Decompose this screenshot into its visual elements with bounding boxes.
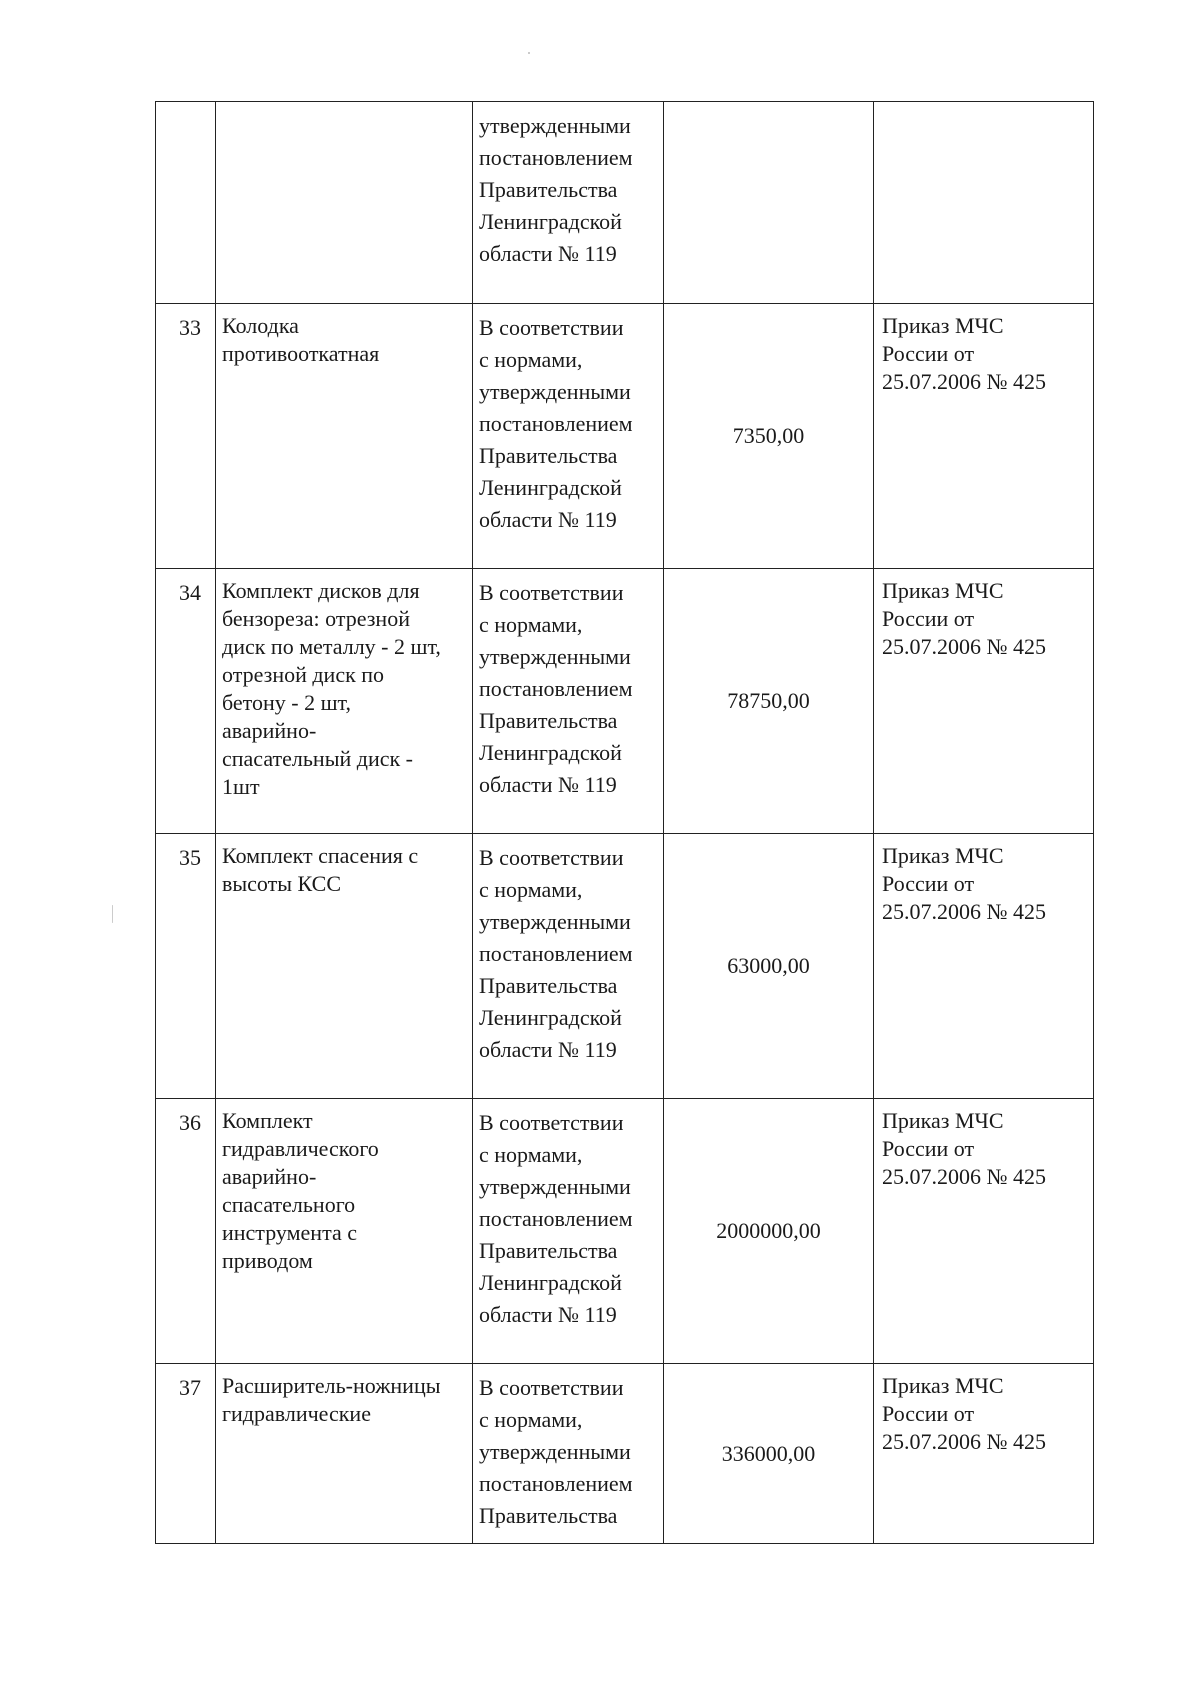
basis-cell [874,1364,1094,1544]
basis-line: Приказ МЧС [882,843,1004,868]
row-number-cell [156,304,216,569]
norm-text-line: Правительства [479,443,618,468]
row-number-cell [156,569,216,834]
equipment-table [155,101,1094,1544]
norm-text-line: Правительства [479,1503,618,1528]
row-number: 33 [179,315,201,340]
row-number: 35 [179,845,201,870]
item-name-cell [216,1099,473,1364]
norm-text-line: В соответствии [479,845,624,870]
norm-text-line: Правительства [479,177,618,202]
norm-text-line: Ленинградской [479,1005,622,1030]
norm-text-line: с нормами, [479,877,583,902]
norm-text-line: постановлением [479,941,633,966]
item-name-line: инструмента с [222,1220,357,1245]
basis-line: России от [882,606,975,631]
item-name-line: спасательный диск - [222,746,413,771]
norm-text-line: утвержденными [479,1174,631,1199]
item-name-line: 1шт [222,774,260,799]
norm-text-line: постановлением [479,1206,633,1231]
basis-cell [874,569,1094,834]
norm-cell [473,834,664,1099]
norm-text-line: утвержденными [479,379,631,404]
basis-cell [874,834,1094,1099]
basis-line: Приказ МЧС [882,313,1004,338]
norm-text-line: области № 119 [479,1302,617,1327]
table-body [156,102,1094,1544]
item-name-cell [216,102,473,304]
item-name-line: противооткатная [222,341,380,366]
norm-text-line: Правительства [479,1238,618,1263]
norm-cell [473,304,664,569]
basis-line: Приказ МЧС [882,1373,1004,1398]
row-number-cell [156,102,216,304]
norm-text-line: области № 119 [479,1037,617,1062]
row-number: 36 [179,1110,201,1135]
item-name-line: Расширитель-ножницы [222,1373,441,1398]
scan-speck [112,905,113,923]
price-value: 2000000,00 [716,1218,821,1243]
row-number: 37 [179,1375,201,1400]
row-number: 34 [179,580,201,605]
norm-text-line: В соответствии [479,315,624,340]
norm-cell [473,1099,664,1364]
norm-cell [473,1364,664,1544]
table-row [156,1364,1094,1544]
item-name-line: отрезной диск по [222,662,385,687]
table-row [156,569,1094,834]
basis-cell [874,102,1094,304]
table-row [156,834,1094,1099]
norm-text-line: области № 119 [479,507,617,532]
table-row [156,1099,1094,1364]
item-name-line: диск по металлу - 2 шт, [222,634,441,659]
norm-text-line: Правительства [479,973,618,998]
basis-cell [874,304,1094,569]
item-name-line: Колодка [222,313,299,338]
item-name-line: Комплект дисков для [222,578,420,603]
norm-text-line: утвержденными [479,113,631,138]
item-name-line: приводом [222,1248,313,1273]
table-row [156,102,1094,304]
norm-text-line: В соответствии [479,1375,624,1400]
norm-text-line: Ленинградской [479,209,622,234]
item-name-cell [216,1364,473,1544]
price-value: 7350,00 [732,423,805,448]
basis-line: Приказ МЧС [882,1108,1004,1133]
scan-speck [528,52,530,54]
norm-text-line: Ленинградской [479,740,622,765]
norm-text-line: постановлением [479,1471,633,1496]
basis-line: России от [882,871,975,896]
norm-text-line: области № 119 [479,241,617,266]
price-cell [664,102,874,304]
basis-line: России от [882,341,975,366]
norm-text-line: В соответствии [479,1110,624,1135]
basis-line: России от [882,1136,975,1161]
price-cell [664,1099,874,1364]
norm-text-line: с нормами, [479,347,583,372]
basis-line: Приказ МЧС [882,578,1004,603]
basis-line: 25.07.2006 № 425 [882,369,1046,394]
price-cell [664,1364,874,1544]
norm-text-line: области № 119 [479,772,617,797]
price-value: 78750,00 [727,688,810,713]
item-name-line: бетону - 2 шт, [222,690,351,715]
price-value: 63000,00 [727,953,810,978]
basis-line: России от [882,1401,975,1426]
row-number-cell [156,834,216,1099]
table-row [156,304,1094,569]
norm-text-line: Правительства [479,708,618,733]
item-name-line: бензореза: отрезной [222,606,410,631]
basis-line: 25.07.2006 № 425 [882,899,1046,924]
item-name-line: Комплект [222,1108,313,1133]
norm-text-line: с нормами, [479,1142,583,1167]
price-value: 336000,00 [721,1440,816,1466]
item-name-line: аварийно- [222,1164,317,1189]
norm-text-line: утвержденными [479,1439,631,1464]
item-name-cell [216,569,473,834]
norm-text-line: утвержденными [479,909,631,934]
basis-line: 25.07.2006 № 425 [882,1429,1046,1454]
norm-cell [473,569,664,834]
norm-text-line: с нормами, [479,612,583,637]
item-name-line: гидравлические [222,1401,371,1426]
row-number-cell [156,1364,216,1544]
norm-cell [473,102,664,304]
item-name-line: Комплект спасения с [222,843,419,868]
row-number-cell [156,1099,216,1364]
basis-line: 25.07.2006 № 425 [882,634,1046,659]
item-name-line: гидравлического [222,1136,379,1161]
item-name-line: аварийно- [222,718,317,743]
price-cell [664,569,874,834]
norm-text-line: Ленинградской [479,1270,622,1295]
item-name-cell [216,304,473,569]
basis-line: 25.07.2006 № 425 [882,1164,1046,1189]
item-name-cell [216,834,473,1099]
basis-cell [874,1099,1094,1364]
norm-text-line: В соответствии [479,580,624,605]
price-cell [664,304,874,569]
price-cell [664,834,874,1099]
norm-text-line: с нормами, [479,1407,583,1432]
item-name-line: высоты КСС [222,871,342,896]
norm-text-line: утвержденными [479,644,631,669]
item-name-line: спасательного [222,1192,356,1217]
norm-text-line: постановлением [479,411,633,436]
norm-text-line: постановлением [479,676,633,701]
norm-text-line: постановлением [479,145,633,170]
norm-text-line: Ленинградской [479,475,622,500]
